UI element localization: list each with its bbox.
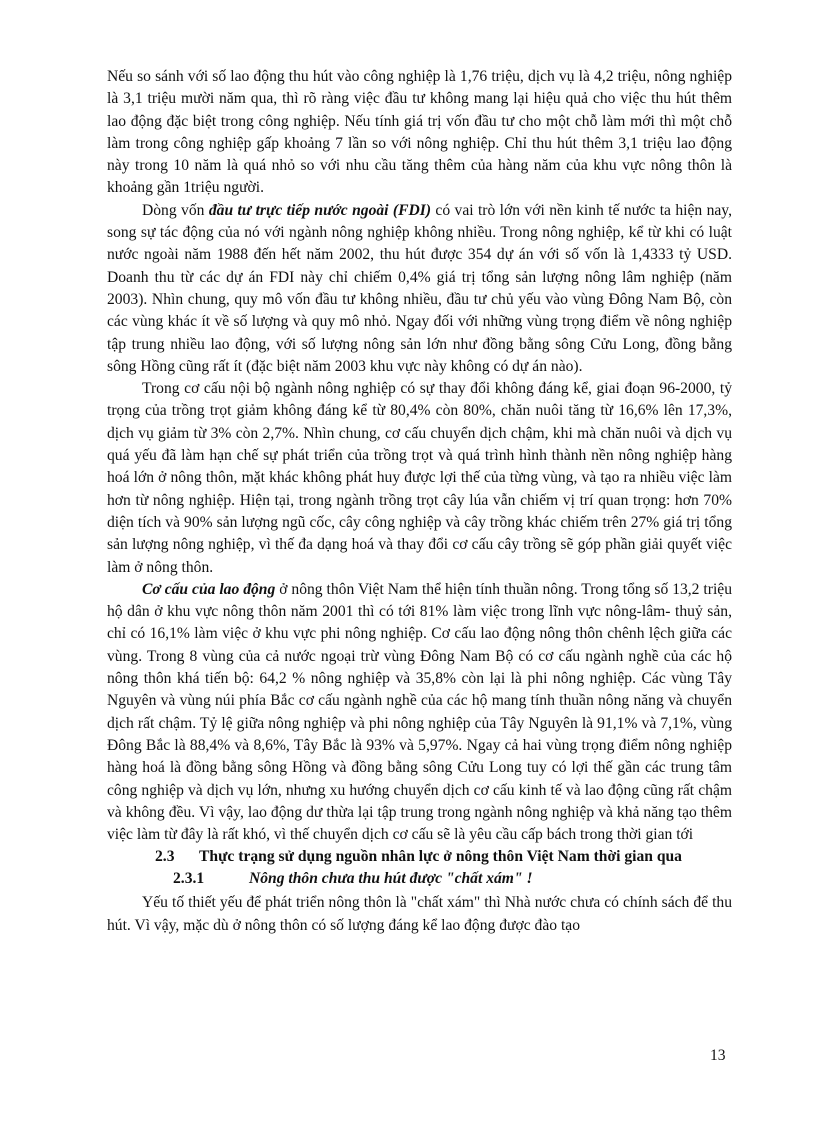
page-number: 13	[710, 1047, 726, 1064]
subsection-number: 2.3.1	[173, 870, 205, 888]
document-page	[107, 66, 732, 937]
paragraph-fdi-start: Dòng vốn	[142, 201, 209, 219]
section-heading-2-3	[107, 846, 732, 868]
paragraph-labor-structure-rest: ở nông thôn Việt Nam thể hiện tính thuần nông. Trong tổng số 13,2 triệu hộ dân ở khu vực nông thôn năm 2001 thì có tới 81% làm việc trong lĩnh vực nông-lâm- thuỷ sản, chỉ có 16,1% làm việc ở khu vực phi nông nghiệp. Cơ cấu lao động nông thôn chênh lệch giữa các vùng. Trong 8 vùng của cả nước ngoại trừ vùng Đông Nam Bộ có cơ cấu ngành nghề của các hộ nông thôn khá tiến bộ: 64,2 % nông nghiệp và 35,8% còn lại là phi nông nghiệp. Các vùng Tây Nguyên và vùng núi phía Bắc cơ cấu ngành nghề của các hộ mang tính thuần nông năng và chuyển dịch rất chậm. Tỷ lệ giữa nông nghiệp và phi nông nghiệp của Tây Nguyên là 91,1% và 7,1%, vùng Đông Bắc là 88,4% và 8,6%, Tây Bắc là 93% và 5,97%. Ngay cả hai vùng trọng điểm nông nghiệp hàng hoá là đồng bằng sông Hồng và đồng bằng sông Cửu Long tuy có lợi thế gần các trung tâm công nghiệp và dịch vụ lớn, nhưng xu hướng chuyển dịch cơ cấu kinh tế và lao động cũng rất chậm và không đều. Vì vậy, lao động dư thừa lại tập trung trong ngành nông nghiệp và khả năng tạo thêm việc làm từ đây là rất khó, vì thế chuyển dịch cơ cấu sẽ là yêu cầu cấp bách trong thời gian tới	[107, 580, 732, 844]
subsection-title: Nông thôn chưa thu hút được "chất xám" !	[249, 870, 533, 888]
term-fdi: đầu tư trực tiếp nước ngoài (FDI)	[208, 201, 432, 219]
paragraph-labor-structure	[107, 579, 732, 847]
section-title: Thực trạng sử dụng nguồn nhân lực ở nông thôn Việt Nam thời gian qua	[199, 848, 682, 866]
term-labor-structure: Cơ cấu của lao động	[142, 580, 276, 598]
section-heading-2-3-1	[107, 868, 732, 890]
paragraph-grey-matter: Yếu tố thiết yếu để phát triển nông thôn là "chất xám" thì Nhà nước chưa có chính sách để thu hút. Vì vậy, mặc dù ở nông thôn có số lượng đáng kể lao động được đào tạo	[107, 894, 732, 934]
section-number: 2.3	[155, 848, 175, 866]
paragraph-fdi	[107, 200, 732, 378]
paragraph-fdi-rest: có vai trò lớn với nền kinh tế nước ta hiện nay, song sự tác động của nó với ngành nông nghiệp không nhiều. Trong nông nghiệp, kể từ khi có luật nước ngoài năm 1988 đến hết năm 2002, thu hút được 354 dự án với số vốn là 1,4333 tỷ USD. Doanh thu từ các dự án FDI này chỉ chiếm 0,4% giá trị tổng sản lượng nông lâm nghiệp (năm 2003). Nhìn chung, quy mô vốn đầu tư không nhiều, đầu tư chủ yếu vào vùng Đông Nam Bộ, còn các vùng khác ít về số lượng và quy mô nhỏ. Ngay đối với những vùng trọng điểm về nông nghiệp tập trung nhiều lao động, với số lượng nông sản lớn như đồng bằng sông Cửu Long, đồng bằng sông Hồng cũng rất ít (đặc biệt năm 2003 khu vực này không có dự án nào).	[107, 201, 732, 375]
paragraph-labor-comparison: Nếu so sánh với số lao động thu hút vào công nghiệp là 1,76 triệu, dịch vụ là 4,2 triệu, nông nghiệp là 3,1 triệu mười năm qua, thì rõ ràng việc đầu tư không mang lại hiệu quả cho việc thu hút thêm lao động đặc biệt trong công nghiệp. Nếu tính giá trị vốn đầu tư cho một chỗ làm mới thì một chỗ làm trong công nghiệp gấp khoảng 7 lần so với nông nghiệp. Chỉ thu hút thêm 3,1 triệu lao động này trong 10 năm là quá nhỏ so với nhu cầu tăng thêm của hàng năm của khu vực nông thôn là khoảng gần 1triệu người.	[107, 68, 732, 197]
paragraph-agri-structure: Trong cơ cấu nội bộ ngành nông nghiệp có sự thay đổi không đáng kể, giai đoạn 96-2000, tỷ trọng của trồng trọt giảm không đáng kể từ 80,4% còn 80%, chăn nuôi tăng từ 16,6% lên 17,3%, dịch vụ giảm từ 3% còn 2,7%. Nhìn chung, cơ cấu chuyển dịch chậm, khi mà chăn nuôi và dịch vụ quá yếu đã làm hạn chế sự phát triển của trồng trọt và quá trình hình thành nền nông nghiệp hàng hoá lớn ở nông thôn, mặt khác không phát huy được lợi thế của từng vùng, và tạo ra nhiều việc làm hơn từ nông nghiệp. Hiện tại, trong ngành trồng trọt cây lúa vẫn chiếm vị trí quan trọng: hơn 70% diện tích và 90% sản lượng ngũ cốc, cây công nghiệp và cây trồng khác chiếm trên 27% giá trị tổng sản lượng nông nghiệp, vì thế đa dạng hoá và thay đổi cơ cấu cây trồng sẽ góp phần giải quyết việc làm ở nông thôn.	[107, 380, 732, 576]
